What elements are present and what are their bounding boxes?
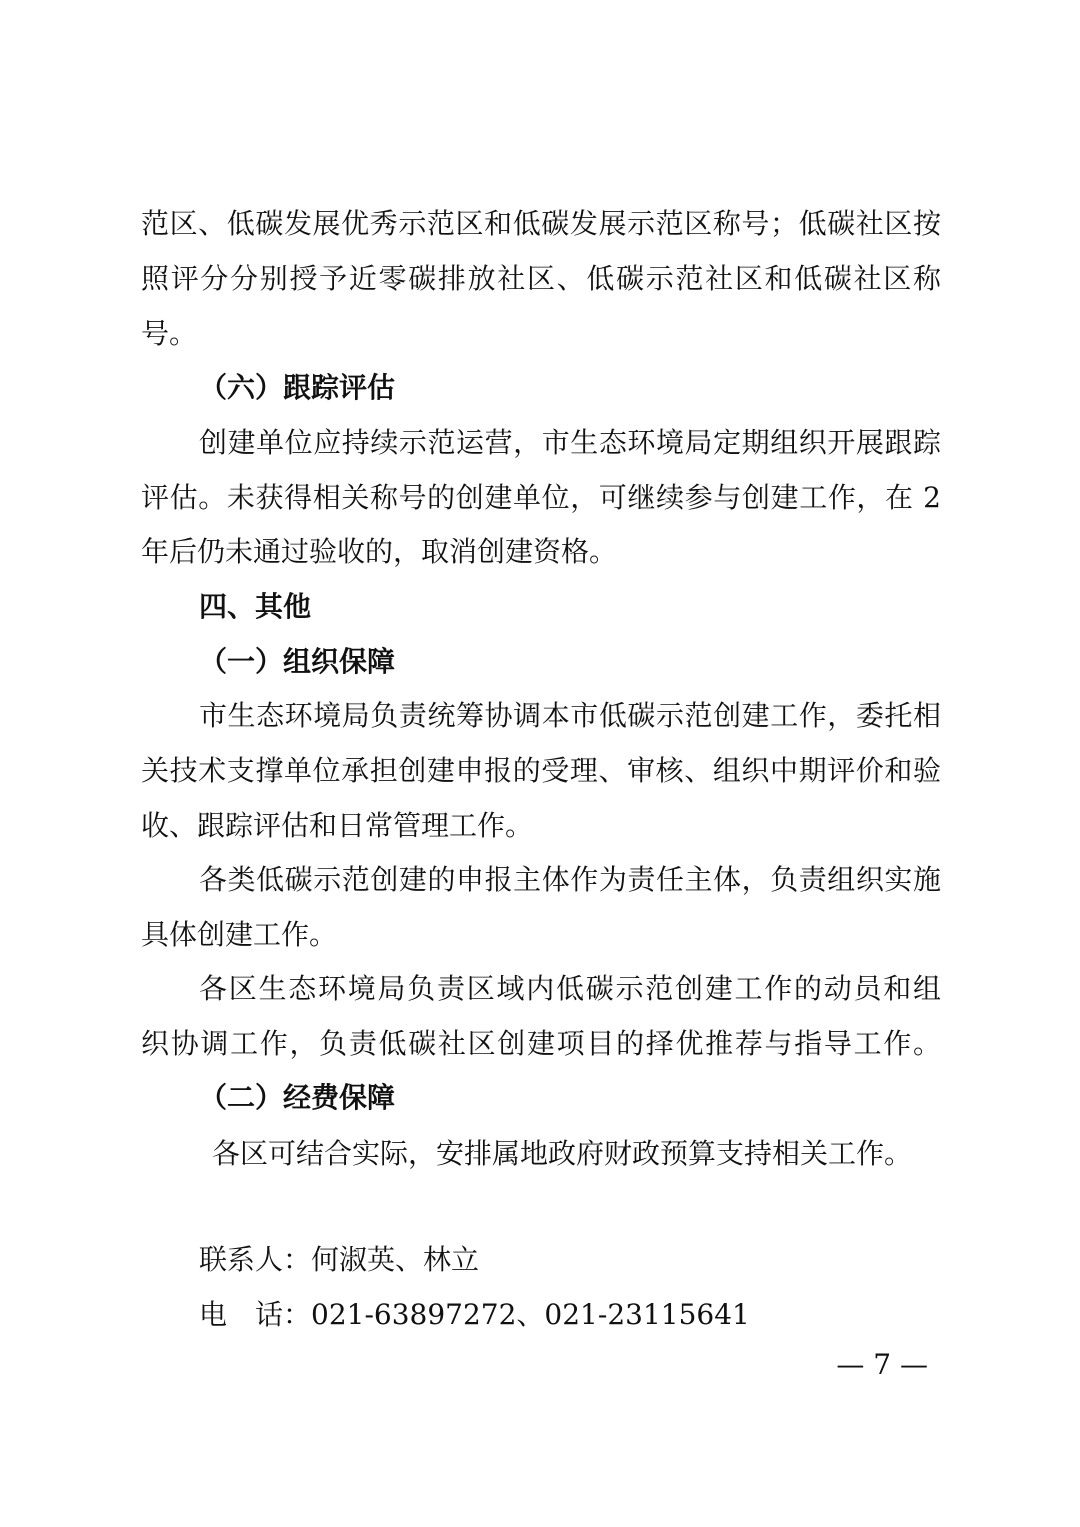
- paragraph-line: 各区生态环境局负责区域内低碳示范创建工作的动员和组: [199, 972, 941, 1005]
- paragraph-line: 市生态环境局负责统筹协调本市低碳示范创建工作，委托相: [199, 699, 941, 732]
- paragraph-line: 织协调工作，负责低碳社区创建项目的择优推荐与指导工作。: [141, 1027, 941, 1060]
- paragraph-line: 各类低碳示范创建的申报主体作为责任主体，负责组织实施: [199, 863, 941, 896]
- paragraph-line: 各区可结合实际，安排属地政府财政预算支持相关工作。: [212, 1137, 913, 1170]
- section-heading-tracking: （六）跟踪评估: [199, 371, 396, 404]
- paragraph-line: 关技术支撑单位承担创建申报的受理、审核、组织中期评价和验: [141, 754, 941, 787]
- paragraph-line: 照评分分别授予近零碳排放社区、低碳示范社区和低碳社区称: [141, 262, 941, 295]
- contact-phone: 电 话：021-63897272、021-23115641: [199, 1298, 750, 1331]
- contact-person: 联系人：何淑英、林立: [199, 1243, 480, 1276]
- section-heading-other: 四、其他: [199, 590, 312, 623]
- paragraph-line: 评估。未获得相关称号的创建单位，可继续参与创建工作，在 2: [141, 481, 941, 514]
- paragraph-line: 创建单位应持续示范运营，市生态环境局定期组织开展跟踪: [199, 426, 941, 459]
- paragraph-line: 年后仍未通过验收的，取消创建资格。: [141, 535, 618, 568]
- paragraph-line: 收、跟踪评估和日常管理工作。: [141, 809, 534, 842]
- paragraph-line: 具体创建工作。: [141, 918, 338, 951]
- paragraph-line: 号。: [141, 317, 198, 350]
- page-number: — 7 —: [836, 1348, 928, 1381]
- paragraph-line: 范区、低碳发展优秀示范区和低碳发展示范区称号；低碳社区按: [141, 207, 941, 240]
- section-heading-funding: （二）经费保障: [199, 1081, 396, 1114]
- section-heading-org: （一）组织保障: [199, 645, 396, 678]
